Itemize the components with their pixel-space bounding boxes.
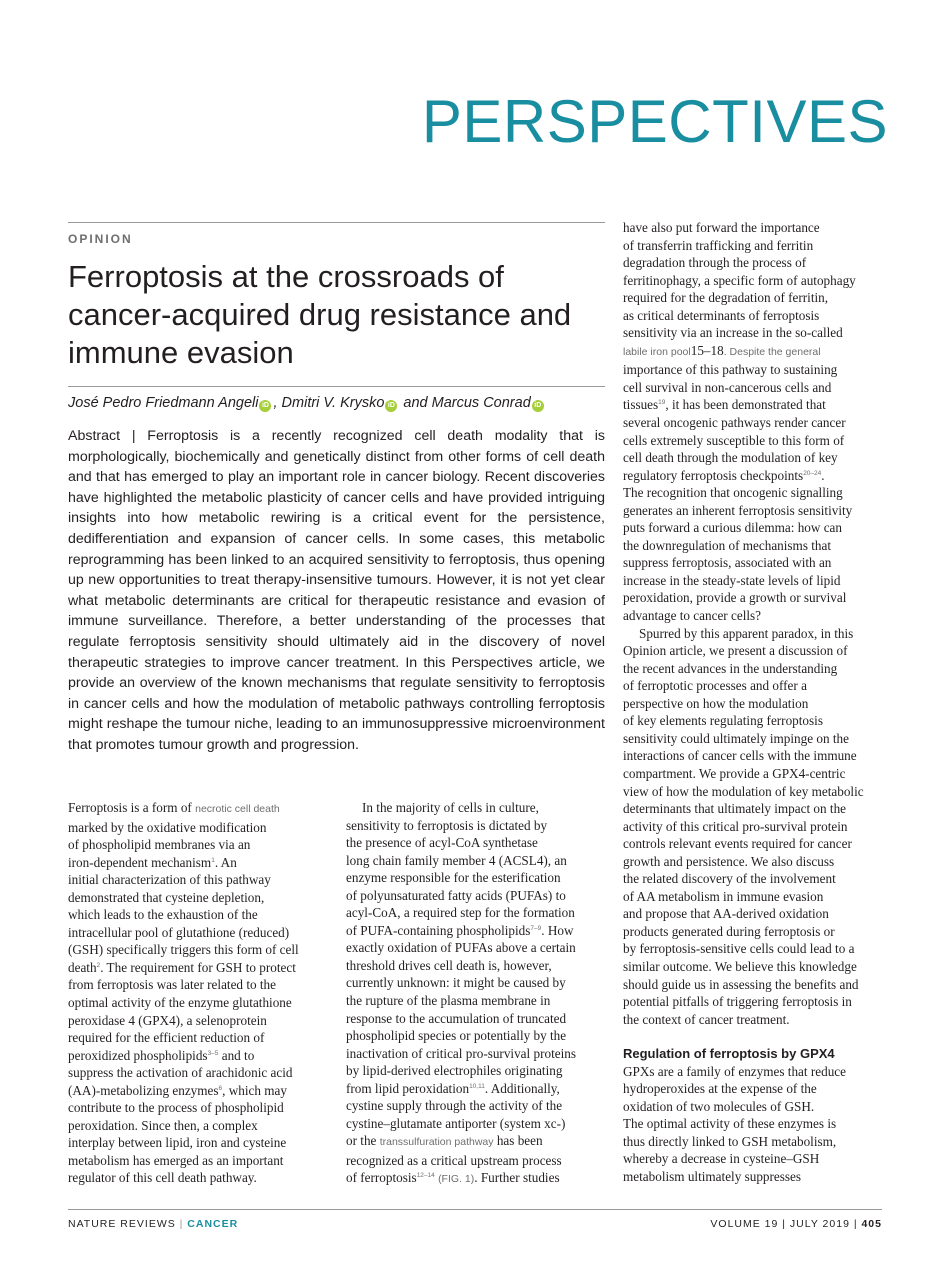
text-line: peroxidase 4 (GPX4), a selenoprotein bbox=[68, 1012, 267, 1028]
text-line: should guide us in assessing the benefits and bbox=[623, 976, 859, 992]
author-list bbox=[68, 395, 608, 412]
text-line: of key elements regulating ferroptosis bbox=[623, 713, 823, 729]
text-line: cystine–glutamate antiporter (system xc-) bbox=[346, 1115, 566, 1131]
text-line: labile iron pool15–18. Despite the general bbox=[623, 342, 821, 358]
text-line: whereby a decrease in cysteine–GSH bbox=[623, 1151, 820, 1167]
text-line: interplay between lipid, iron and cysteine bbox=[68, 1135, 287, 1151]
text-line: of ferroptosis$^{12-14}$ (FIG. 1). Further studies bbox=[346, 1170, 560, 1186]
text-line: metabolism ultimately suppresses bbox=[623, 1168, 802, 1184]
text-line: and propose that AA-derived oxidation bbox=[623, 906, 829, 922]
text-line: exactly oxidation of PUFAs above a certain bbox=[346, 940, 576, 956]
text-line: the recent advances in the understanding bbox=[623, 660, 838, 676]
text-line: response to the accumulation of truncated bbox=[346, 1010, 567, 1026]
abstract: Abstract | Ferroptosis is a recently recognized cell death modality that is morphologically, biochemically and genetically distinct from other forms of cell death and that has emerged to play an important role in cancer biology. Recent discoveries have highlighted the metabolic plasticity of cancer cells and have provided intriguing insights into how metabolic rewiring is a critical event for the persistence, dedifferentiation and expansion of cancer cells. In some cases, this metabolic reprogramming has been linked to an acquired sensitivity to ferroptosis, thus opening up new opportunities to treat therapy-insensitive tumours. However, it is not yet clear what metabolic determinants are critical for therapeutic resistance and evasion of immune surveillance. Therefore, a better understanding of the processes that regulate ferroptosis sensitivity should ultimately aid in the discovery of novel therapeutic strategies to improve cancer treatment. In this Perspectives article, we provide an overview of the known mechanisms that regulate sensitivity to ferroptosis in cancer cells and how the modulation of metabolic pathways controlling ferroptosis might reshape the tumour niche, leading to an immunosuppressive microenvironment that promotes tumour growth and progression. bbox=[68, 428, 605, 753]
text-line: hydroperoxides at the expense of the bbox=[623, 1081, 817, 1097]
text-line: The recognition that oncogenic signalling bbox=[623, 485, 843, 501]
glossary-term[interactable]: . Despite the general bbox=[723, 345, 821, 358]
reference-citation[interactable]: 10,11 bbox=[469, 1082, 485, 1090]
text-line: by ferroptosis-sensitive cells could lead to a bbox=[623, 941, 855, 957]
text-line: of polyunsaturated fatty acids (PUFAs) to bbox=[346, 887, 566, 903]
text-line: threshold drives cell death is, however, bbox=[346, 957, 552, 973]
text-line: of PUFA-containing phospholipids$^{7-9}$. How bbox=[346, 922, 574, 938]
footer-separator: | bbox=[175, 1218, 188, 1230]
text-line: long chain family member 4 (ACSL4), an bbox=[346, 852, 567, 868]
title-rule bbox=[68, 386, 605, 387]
text-line: perspective on how the modulation bbox=[623, 695, 809, 711]
text-line: growth and persistence. We also discuss bbox=[623, 853, 835, 869]
text-line: phospholipid species or potentially by the bbox=[346, 1028, 567, 1044]
reference-citation[interactable]: 6 bbox=[218, 1084, 223, 1092]
text-line: potential pitfalls of triggering ferroptosis in bbox=[623, 994, 852, 1010]
text-line: interactions of cancer cells with the immune bbox=[623, 748, 857, 764]
text-line: from lipid peroxidation$^{10,11}$. Additionally, bbox=[346, 1080, 560, 1096]
text-line: Spurred by this apparent paradox, in this bbox=[639, 625, 854, 641]
text-line: cystine supply through the activity of the bbox=[346, 1098, 563, 1114]
text-line: enzyme responsible for the esterification bbox=[346, 870, 561, 886]
footer-rule bbox=[68, 1209, 882, 1210]
text-line: cell survival in non-cancerous cells and bbox=[623, 379, 832, 395]
text-line: initial characterization of this pathway bbox=[68, 872, 271, 888]
text-line: peroxidation. Since then, a complex bbox=[68, 1117, 258, 1133]
text-line: (GSH) specifically triggers this form of cell bbox=[68, 942, 299, 958]
footer-issue bbox=[710, 1218, 882, 1230]
text-line: have also put forward the importance bbox=[623, 220, 820, 235]
text-line: cell death through the modulation of key bbox=[623, 450, 838, 466]
text-line: intracellular pool of glutathione (reduced) bbox=[68, 924, 290, 940]
text-line: from ferroptosis was later related to the bbox=[68, 977, 276, 993]
text-line: degradation through the process of bbox=[623, 255, 807, 271]
text-line: peroxidized phospholipids$^{3-5}$ and to bbox=[68, 1047, 255, 1063]
text-line: Ferroptosis is a form of necrotic cell death bbox=[68, 800, 280, 815]
orcid-icon[interactable]: iD bbox=[259, 400, 271, 412]
glossary-term[interactable]: (FIG. 1) bbox=[438, 1173, 475, 1186]
text-line: the presence of acyl-CoA synthetase bbox=[346, 835, 538, 851]
text-line: generates an inherent ferroptosis sensitivity bbox=[623, 502, 853, 518]
text-line: importance of this pathway to sustaining bbox=[623, 362, 838, 378]
author-name[interactable]: , Dmitri V. Krysko bbox=[273, 395, 385, 411]
text-line: required for the degradation of ferritin, bbox=[623, 290, 829, 306]
footer-journal bbox=[68, 1218, 238, 1230]
text-line: oxidation of two molecules of GSH. bbox=[623, 1098, 815, 1114]
article-type-label: OPINION bbox=[68, 232, 133, 246]
issue-info: VOLUME 19 | JULY 2019 | bbox=[710, 1218, 862, 1230]
page-number: 405 bbox=[861, 1218, 882, 1230]
text-line: the rupture of the plasma membrane in bbox=[346, 993, 551, 1009]
text-line: (AA)-metabolizing enzymes$^6$, which may bbox=[68, 1082, 287, 1098]
reference-citation[interactable]: 19 bbox=[658, 399, 666, 407]
orcid-icon[interactable]: iD bbox=[385, 400, 397, 412]
text-line: required for the efficient reduction of bbox=[68, 1030, 265, 1046]
text-line: In the majority of cells in culture, bbox=[362, 800, 539, 815]
reference-citation[interactable]: 2 bbox=[96, 961, 101, 969]
journal-section-title: PERSPECTIVES bbox=[421, 88, 888, 155]
text-line: cells extremely susceptible to this form of bbox=[623, 432, 845, 448]
text-line: sensitivity could ultimately impinge on the bbox=[623, 730, 849, 746]
glossary-term[interactable]: labile iron pool bbox=[623, 345, 691, 358]
text-line: regulatory ferroptosis checkpoints$^{20-24}$. bbox=[623, 467, 825, 483]
text-line: the downregulation of mechanisms that bbox=[623, 537, 832, 553]
text-line: marked by the oxidative modification bbox=[68, 819, 267, 835]
glossary-term[interactable]: transsulfuration pathway bbox=[379, 1136, 494, 1149]
top-rule-left bbox=[68, 222, 605, 223]
text-line: ferritinophagy, a specific form of autophagy bbox=[623, 272, 856, 288]
text-line: as critical determinants of ferroptosis bbox=[623, 307, 820, 323]
text-line: the related discovery of the involvement bbox=[623, 871, 836, 887]
body-column-1 bbox=[68, 799, 330, 1187]
body-column-2 bbox=[346, 799, 608, 1189]
text-line: metabolism has emerged as an important bbox=[68, 1152, 284, 1168]
text-line: which leads to the exhaustion of the bbox=[68, 907, 258, 923]
section-heading: Regulation of ferroptosis by GPX4 bbox=[623, 1046, 835, 1061]
text-line: of transferrin trafficking and ferritin bbox=[623, 237, 814, 253]
text-line: recognized as a critical upstream process bbox=[346, 1152, 562, 1168]
text-line: compartment. We provide a GPX4-centric bbox=[623, 765, 846, 781]
text-line: thus directly linked to GSH metabolism, bbox=[623, 1133, 837, 1149]
text-line: demonstrated that cysteine depletion, bbox=[68, 889, 265, 905]
text-line: The optimal activity of these enzymes is bbox=[623, 1116, 837, 1132]
text-line: or the transsulfuration pathway has been bbox=[346, 1133, 543, 1149]
text-line: puts forward a curious dilemma: how can bbox=[623, 520, 842, 536]
text-line: several oncogenic pathways render cancer bbox=[623, 415, 846, 431]
body-column-3-section bbox=[623, 1045, 885, 1185]
reference-citation[interactable]: 1 bbox=[211, 856, 215, 864]
text-line: tissues$^{19}$, it has been demonstrated that bbox=[623, 397, 826, 413]
text-line: suppress the activation of arachidonic acid bbox=[68, 1065, 293, 1081]
text-line: advantage to cancer cells? bbox=[623, 608, 762, 624]
reference-citation[interactable]: 7–9 bbox=[530, 924, 542, 932]
text-line: of AA metabolism in immune evasion bbox=[623, 888, 824, 904]
text-line: iron-dependent mechanism$^1$. An bbox=[68, 854, 237, 870]
text-line: the context of cancer treatment. bbox=[623, 1011, 790, 1027]
body-column-3 bbox=[623, 219, 885, 1028]
journal-name: NATURE REVIEWS bbox=[68, 1218, 176, 1230]
text-line: similar outcome. We believe this knowledge bbox=[623, 958, 857, 974]
text-line: GPXs are a family of enzymes that reduce bbox=[623, 1063, 847, 1079]
text-line: optimal activity of the enzyme glutathione bbox=[68, 995, 292, 1011]
text-line: regulator of this cell death pathway. bbox=[68, 1170, 257, 1186]
author-name[interactable]: José Pedro Friedmann Angeli bbox=[68, 395, 259, 411]
journal-section: CANCER bbox=[187, 1218, 239, 1230]
text-line: suppress ferroptosis, associated with an bbox=[623, 555, 832, 571]
text-line: controls relevant events required for cancer bbox=[623, 836, 852, 852]
text-line: sensitivity to ferroptosis is dictated by bbox=[346, 817, 548, 833]
text-line: currently unknown: it might be caused by bbox=[346, 975, 566, 991]
text-line: of ferroptotic processes and offer a bbox=[623, 678, 807, 694]
text-line: sensitivity via an increase in the so-called bbox=[623, 325, 843, 341]
author-name[interactable]: and Marcus Conrad bbox=[399, 395, 531, 411]
reference-citation[interactable]: 12–14 bbox=[416, 1172, 435, 1180]
text-line: contribute to the process of phospholipid bbox=[68, 1100, 284, 1116]
text-line: of phospholipid membranes via an bbox=[68, 837, 251, 853]
text-line: activity of this critical pro-survival protein bbox=[623, 818, 848, 834]
orcid-icon[interactable]: iD bbox=[532, 400, 544, 412]
text-line: inactivation of critical pro-survival proteins bbox=[346, 1045, 576, 1061]
text-line: increase in the steady-state levels of lipid bbox=[623, 572, 841, 588]
article-title: Ferroptosis at the crossroads of cancer-acquired drug resistance and immune evasion bbox=[68, 259, 572, 370]
text-line: death$^2$. The requirement for GSH to protect bbox=[68, 959, 296, 975]
text-line: Opinion article, we present a discussion of bbox=[623, 643, 848, 659]
text-line: determinants that ultimately impact on the bbox=[623, 801, 847, 817]
reference-citation[interactable]: 3–5 bbox=[207, 1049, 219, 1057]
text-line: peroxidation, provide a growth or survival bbox=[623, 590, 847, 606]
text-line: products generated during ferroptosis or bbox=[623, 923, 835, 939]
text-line: acyl-CoA, a required step for the formation bbox=[346, 905, 575, 921]
text-line: by lipid-derived electrophiles originating bbox=[346, 1063, 563, 1079]
reference-citation[interactable]: 20–24 bbox=[803, 469, 822, 477]
text-line: view of how the modulation of key metabolic bbox=[623, 783, 864, 799]
glossary-term[interactable]: necrotic cell death bbox=[195, 803, 280, 815]
